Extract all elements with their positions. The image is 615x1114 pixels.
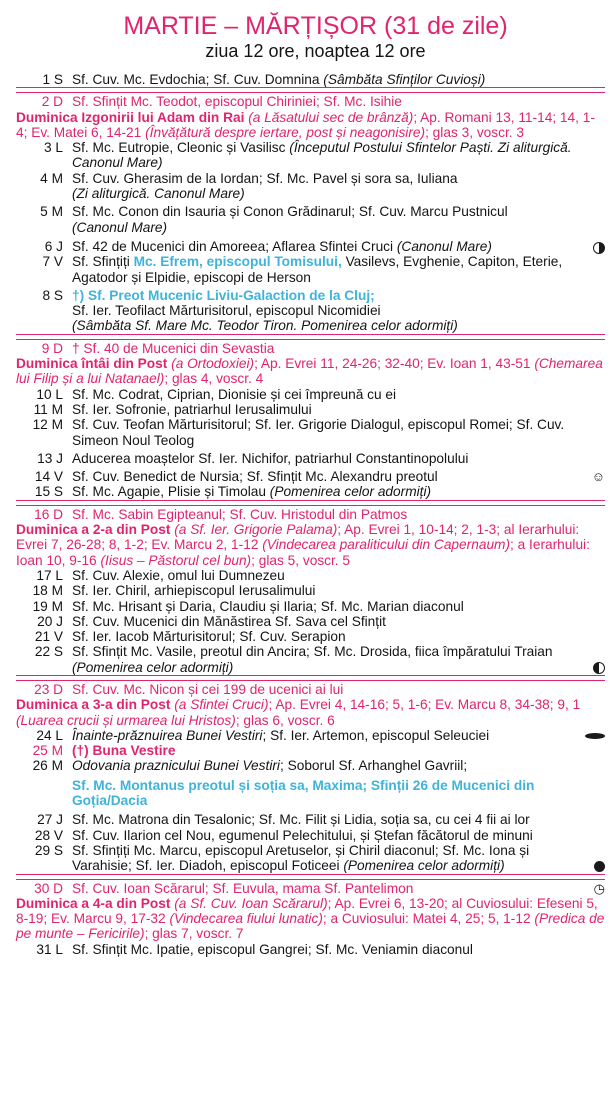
day-label: 26 M	[32, 758, 63, 774]
sunday-note: (a Lăsatului sec de brânză)	[248, 109, 414, 125]
day-label: 14 V	[34, 469, 63, 485]
day-text: Sf. Cuv. Ioan Scărarul; Sf. Euvula, mama Sf. Pantelimon	[72, 880, 414, 896]
gospel-note: (Predica de pe munte – Fericirile)	[16, 911, 605, 942]
day-text: Aducerea moaștelor Sf. Ier. Nichifor, patriarhul Constantinopolului	[72, 450, 469, 466]
day-text: Sf. Cuv. Teofan Mărturisitorul; Sf. Ier. Grigorie Dialogul, episcopul Romei; Sf. Cuv. Simeon Noul Teolog	[72, 417, 565, 448]
day-text: Sf. Mc. Matrona din Tesalonic; Sf. Mc. Filit și Lidia, soția sa, cu cei 4 fii ai lor	[72, 812, 530, 828]
saint-text: Sf. Ier. Teofilact Mărturisitorul, episcopul Nicomidiei	[72, 303, 381, 319]
sunday-readings-16	[16, 522, 605, 568]
day-label: 31 L	[36, 941, 63, 957]
day-label: 8 S	[42, 287, 63, 303]
note-text: (Sâmbăta Sf. Mare Mc. Teodor Tiron. Pomenirea celor adormiți)	[72, 318, 458, 334]
day-text: Sf. Sfințit Mc. Ipatie, episcopul Gangrei; Sf. Mc. Veniamin diaconul	[72, 941, 473, 957]
gospel-note: (Luarea crucii și urmarea lui Hristos)	[16, 712, 236, 728]
fish-icon	[581, 728, 605, 743]
day-entry-10	[16, 387, 605, 402]
day-label: 18 M	[32, 583, 63, 599]
day-label: 30 D	[34, 880, 63, 896]
saint-text: Sf. 42 de Mucenici din Amoreea; Aflarea Sfintei Cruci	[72, 238, 397, 254]
page-title: MARTIE – MĂRȚIȘOR (31 de zile)	[123, 12, 508, 40]
day-text: Sf. Cuv. Benedict de Nursia; Sf. Sfințit Mc. Alexandru preotul	[72, 469, 438, 485]
saint-text: Sf. Mc. Conon din Isauria și Conon Grădinarul; Sf. Cuv. Marcu Pustnicul	[72, 204, 508, 220]
day-label: 23 D	[34, 681, 63, 697]
day-entry-4	[16, 171, 605, 202]
note-text: (Canonul Mare)	[72, 219, 168, 235]
day-entry-13	[16, 451, 605, 466]
day-label: 19 M	[32, 598, 63, 614]
day-label: 1 S	[42, 72, 63, 87]
day-text: (†) Buna Vestire	[72, 743, 176, 759]
note-text: (Pomenirea celor adormiți)	[343, 858, 505, 874]
note-text: (Începutul Postului Sfintelor Paști. Zi aliturgică. Canonul Mare)	[72, 140, 572, 171]
day-label: 10 L	[36, 386, 63, 402]
day-entry-1	[16, 72, 605, 88]
saint-text: Sf. Cuv. Mc. Evdochia; Sf. Cuv. Domnina	[72, 72, 320, 87]
tone-text: ; glas 5, voscr. 5	[251, 552, 351, 568]
readings-text: ; a Cuviosului: Matei 4, 25; 5, 1-12	[322, 911, 535, 927]
day-text	[72, 239, 587, 254]
sunday-entry-9	[16, 339, 605, 356]
day-label: 20 J	[37, 613, 63, 629]
day-entry-5	[16, 204, 605, 235]
note-text: (Canonul Mare)	[396, 238, 492, 254]
day-label: 21 V	[34, 629, 63, 645]
sunday-title: Duminica Izgonirii lui Adam din Rai	[16, 109, 245, 125]
day-text: † Sf. 40 de Mucenici din Sevastia	[72, 340, 275, 356]
sunday-note: (a Sf. Ier. Grigorie Palama)	[174, 522, 338, 538]
day-text: Sf. Cuv. Mucenici din Mănăstirea Sf. Sava cel Sfințit	[72, 613, 386, 629]
day-entry-24	[16, 728, 605, 743]
tone-text: ; glas 7, voscr. 7	[144, 926, 244, 942]
sunday-readings-30	[16, 896, 605, 942]
note-text: (Zi aliturgică. Canonul Mare)	[72, 186, 245, 202]
note-text: Odovania praznicului Bunei Vestiri	[72, 758, 280, 774]
saint-text: Sf. Sfințiți Mc. Marcu, episcopul Aretuselor, și Chiril diaconul; Sf. Mc. Iona și Varahisie; Sf. Ier. Diadoh, episcopul Foticeei	[72, 842, 530, 874]
day-entry-18	[16, 583, 605, 598]
saint-text: Sf. Mc. Agapie, Plisie și Timolau	[72, 484, 270, 500]
day-label: 28 V	[34, 827, 63, 843]
note-text: (Pomenirea celor adormiți)	[269, 484, 432, 500]
note-text: Înainte-prăznuirea Bunei Vestiri	[72, 727, 263, 743]
day-entry-31	[16, 942, 605, 957]
day-label: 29 S	[34, 842, 63, 858]
gospel-note: (Chemarea lui Filip și a lui Natanael)	[16, 356, 603, 387]
note-text: (Pomenirea celor adormiți)	[72, 659, 234, 675]
sunday-title: Duminica a 2-a din Post	[16, 522, 171, 538]
day-text	[72, 254, 605, 285]
gospel-note: (Învățătură despre iertare, post și neagonisire)	[145, 124, 426, 140]
day-entry-11	[16, 402, 605, 417]
day-text: Sf. Sfințit Mc. Teodot, episcopul Chiriniei; Sf. Mc. Isihie	[72, 94, 402, 110]
day-entry-21	[16, 629, 605, 644]
day-text	[72, 204, 605, 235]
local-saint-text: Mc. Efrem, episcopul Tomisului,	[133, 254, 342, 270]
first-quarter-moon-icon	[587, 660, 605, 675]
readings-text: ; Ap. Evrei 4, 14-16; 5, 1-6; Ev. Marcu 8, 34-38; 9, 1	[268, 697, 581, 713]
day-entry-19	[16, 599, 605, 614]
day-entry-20	[16, 614, 605, 629]
day-entry-22	[16, 644, 605, 676]
day-text: Sf. Ier. Chiril, arhiepiscopul Ierusalimului	[72, 583, 316, 599]
readings-text: ; Ap. Evrei 11, 24-26; 32-40; Ev. Ioan 1, 43-51	[254, 356, 535, 372]
day-entry-25	[16, 743, 605, 758]
note-text: (Sâmbăta Sfinților Cuvioși)	[323, 72, 486, 87]
day-text: Sf. Cuv. Mc. Nicon și cei 199 de ucenici ai lui	[72, 681, 344, 697]
saint-text: Sf. Sfințit Mc. Vasile, preotul din Ancira; Sf. Mc. Drosida, fiica împăratului Traian	[72, 644, 553, 660]
day-label: 13 J	[37, 450, 63, 466]
day-label: 25 M	[32, 743, 63, 759]
sunday-entry-2	[16, 92, 605, 109]
day-text	[72, 140, 605, 171]
sunday-readings-23	[16, 697, 605, 728]
sunday-title: Duminica a 3-a din Post	[16, 697, 171, 713]
day-label: 7 V	[42, 254, 63, 270]
sunday-title: Duminica întâi din Post	[16, 356, 168, 372]
day-label: 9 D	[41, 340, 63, 356]
day-entry-12	[16, 417, 605, 448]
day-label: 6 J	[44, 238, 63, 254]
tone-text: ; glas 3, voscr. 3	[425, 124, 524, 140]
new-moon-icon	[587, 858, 605, 873]
day-label: 16 D	[34, 506, 63, 522]
day-text	[72, 728, 581, 743]
readings-text: ; a Ierarhului: Ioan 10, 9-16	[16, 537, 590, 568]
day-entry-8	[16, 288, 605, 335]
last-quarter-moon-icon	[587, 239, 605, 254]
day-label: 15 S	[34, 484, 63, 500]
sunday-entry-30	[16, 879, 605, 896]
day-entry-3	[16, 140, 605, 171]
readings-text: ; Ap. Romani 13, 11-14; 14, 1-4; Ev. Matei 6, 14-21	[16, 109, 595, 140]
day-label: 12 M	[32, 417, 63, 433]
day-label: 27 J	[37, 812, 63, 828]
tone-text: ; glas 4, voscr. 4	[164, 371, 264, 387]
sunday-title: Duminica a 4-a din Post	[16, 895, 171, 911]
day-text: Sf. Mc. Sabin Egipteanul; Sf. Cuv. Hristodul din Patmos	[72, 506, 408, 522]
day-text: Sf. Mc. Hrisant și Daria, Claudiu și Ilaria; Sf. Mc. Marian diaconul	[72, 598, 464, 614]
day-text: Sf. Mc. Codrat, Ciprian, Dionisie și cei împreună cu ei	[72, 386, 397, 402]
day-text: Sf. Ier. Sofronie, patriarhul Ierusalimului	[72, 401, 312, 417]
saint-text: ; Soborul Sf. Arhanghel Gavriil;	[279, 758, 468, 774]
day-label: 24 L	[36, 727, 63, 743]
sunday-note: (a Ortodoxiei)	[171, 356, 255, 372]
tone-text: ; glas 6, voscr. 6	[235, 712, 335, 728]
day-entry-7	[16, 254, 605, 285]
saint-text: ; Sf. Ier. Artemon, episcopul Seleuciei	[262, 727, 490, 743]
sunday-entry-16	[16, 505, 605, 522]
clock-icon: ◷	[593, 880, 605, 896]
day-entry-26	[16, 758, 605, 808]
day-label: 11 M	[33, 401, 63, 417]
day-text: Sf. Ier. Iacob Mărturisitorul; Sf. Cuv. Serapion	[72, 629, 346, 645]
day-entry-28	[16, 828, 605, 843]
smiley-icon: ☺	[591, 469, 605, 485]
day-entry-6	[16, 239, 605, 254]
local-saint-text: †) Sf. Preot Mucenic Liviu-Galaction de la Cluj;	[72, 287, 375, 303]
local-saint-text: Sf. Mc. Montanus preotul și soția sa, Maxima; Sfinții 26 de Mucenici din Goția/Dacia	[72, 777, 535, 809]
day-text	[72, 758, 605, 808]
day-label: 3 L	[43, 140, 63, 156]
sunday-readings-9	[16, 356, 605, 387]
day-text	[72, 843, 587, 874]
day-entry-14	[16, 469, 605, 484]
day-text	[72, 484, 605, 499]
day-entry-27	[16, 812, 605, 827]
day-text	[72, 72, 605, 87]
sunday-readings-2	[16, 110, 605, 141]
day-label: 17 L	[36, 567, 63, 583]
day-entry-29	[16, 843, 605, 875]
saint-text: Sf. Mc. Eutropie, Cleonic și Vasilisc	[72, 140, 290, 156]
readings-text: ; Ap. Evrei 1, 10-14; 2, 1-3; al Ierarhului: Evrei 7, 26-28; 8, 1-2; Ev. Marcu 2, 1-12	[16, 522, 580, 553]
saint-text: Sf. Cuv. Gherasim de la Iordan; Sf. Mc. Pavel și sora sa, Iuliana	[72, 170, 458, 186]
day-text: Sf. Cuv. Alexie, omul lui Dumnezeu	[72, 567, 285, 583]
day-text	[72, 288, 605, 334]
day-entry-15	[16, 484, 605, 500]
saint-text: Sf. Sfințiți	[72, 254, 134, 270]
day-text: Sf. Cuv. Ilarion cel Nou, egumenul Pelechitului, și Ștefan făcătorul de minuni	[72, 827, 533, 843]
day-text	[72, 171, 605, 202]
sunday-note: (a Sfintei Cruci)	[174, 697, 269, 713]
day-entry-17	[16, 568, 605, 583]
gospel-note: (Iisus – Păstorul cel bun)	[100, 552, 252, 568]
day-label: 4 M	[40, 170, 63, 186]
sunday-note: (a Sf. Cuv. Ioan Scărarul)	[174, 895, 328, 911]
gospel-note: (Vindecarea paraliticului din Capernaum)	[262, 537, 511, 553]
day-label: 2 D	[41, 94, 63, 110]
page-subtitle: ziua 12 ore, noaptea 12 ore	[205, 41, 426, 61]
readings-text: ; Ap. Evrei 6, 13-20; al Cuviosului: Efeseni 5, 8-19; Ev. Marcu 9, 17-32	[16, 895, 598, 927]
sunday-entry-23	[16, 680, 605, 697]
gospel-note: (Vindecarea fiului lunatic)	[169, 911, 323, 927]
day-label: 22 S	[34, 644, 63, 660]
saint-text: Vasilevs, Evghenie, Capiton, Eterie, Agatodor și Elpidie, episcopi de Herson	[72, 254, 563, 285]
day-label: 5 M	[40, 204, 63, 220]
day-text	[72, 644, 587, 675]
